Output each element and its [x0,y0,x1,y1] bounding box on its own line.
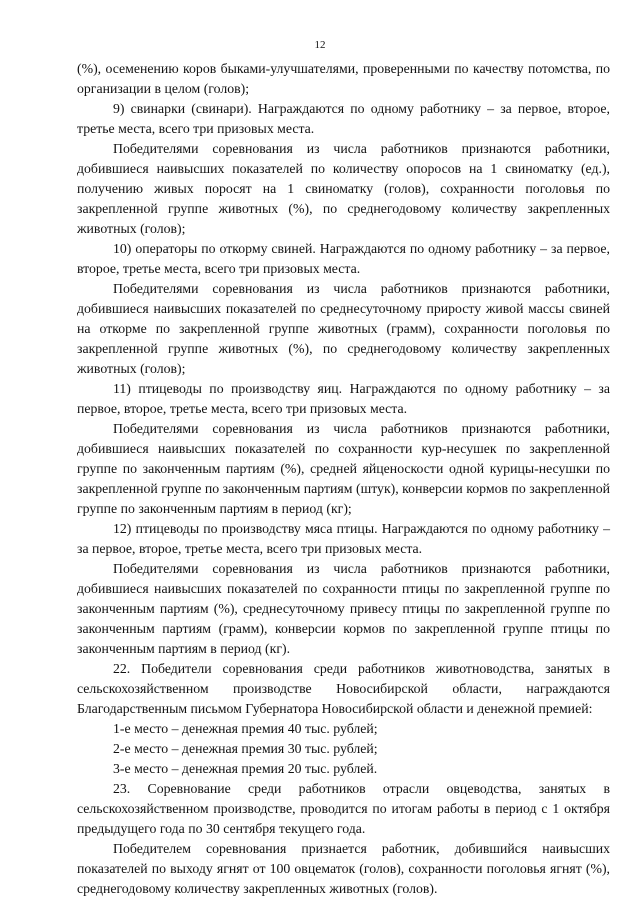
paragraph-item-10-criteria: Победителями соревнования из числа работников признаются работники, добившиеся наивысших показателей по среднесуточному приросту живой массы свиней на откорме по закрепленной группе животных (грамм), сохранности поголовья по закрепленной группе животных (%), по среднегодовому количеству закрепленных животных (голов); [77,281,610,376]
document-body [77,59,610,899]
paragraph-item-9-pig-breeders: 9) свинарки (свинари). Награждаются по одному работнику – за первое, второе, третье места, всего три призовых места. [77,101,610,136]
paragraph-continuation: (%), осеменению коров быками-улучшателями, проверенными по качеству потомства, по организации в целом (голов); [77,61,610,96]
paragraph-item-11-egg-poultry: 11) птицеводы по производству яиц. Награждаются по одному работнику – за первое, второе, третье места, всего три призовых места. [77,381,610,416]
paragraph-section-23: 23. Соревнование среди работников отрасли овцеводства, занятых в сельскохозяйственном производстве, проводится по итогам работы в период с 1 октября предыдущего года по 30 сентября текущего года. [77,781,610,836]
paragraph-section-22: 22. Победители соревнования среди работников животноводства, занятых в сельскохозяйственном производстве Новосибирской области, награждаются Благодарственным письмом Губернатора Новосибирской области и денежной премией: [77,661,610,716]
paragraph-item-9-criteria: Победителями соревнования из числа работников признаются работники, добившиеся наивысших показателей по количеству опоросов на 1 свиноматку (ед.), получению живых поросят на 1 свиноматку (голов), сохранности поголовья по закрепленной группе животных (%), по среднегодовому количеству закрепленных животных (голов); [77,141,610,236]
paragraph-item-12-criteria: Победителями соревнования из числа работников признаются работники, добившиеся наивысших показателей по сохранности птицы по закрепленной группе по законченным партиям (%), среднесуточному привесу птицы по закрепленной группе по законченным партиям (грамм), конверсии кормов по закрепленной группе птицы по законченным партиям в период (кг). [77,561,610,656]
paragraph-item-12-meat-poultry: 12) птицеводы по производству мяса птицы. Награждаются по одному работнику – за первое, второе, третье места, всего три призовых места. [77,521,610,556]
prize-third-place: 3-е место – денежная премия 20 тыс. рублей. [113,761,378,776]
page-number: 12 [314,39,326,51]
paragraph-section-23-criteria: Победителем соревнования признается работник, добившийся наивысших показателей по выходу ягнят от 100 овцематок (голов), сохранности поголовья ягнят (%), среднегодовому количеству закрепленных животных (голов). [77,841,610,896]
paragraph-item-11-criteria: Победителями соревнования из числа работников признаются работники, добившиеся наивысших показателей по сохранности кур-несушек по закрепленной группе по законченным партиям (%), средней яйценоскости одной курицы-несушки по закрепленной группе по законченным партиям (штук), конверсии кормов по закрепленной группе по законченным партиям в период (кг); [77,421,610,516]
paragraph-item-10-pig-fattening-operators: 10) операторы по откорму свиней. Награждаются по одному работнику – за первое, второе, третье места, всего три призовых места. [77,241,610,276]
prize-first-place: 1-е место – денежная премия 40 тыс. рублей; [113,721,378,736]
prize-second-place: 2-е место – денежная премия 30 тыс. рублей; [113,741,378,756]
